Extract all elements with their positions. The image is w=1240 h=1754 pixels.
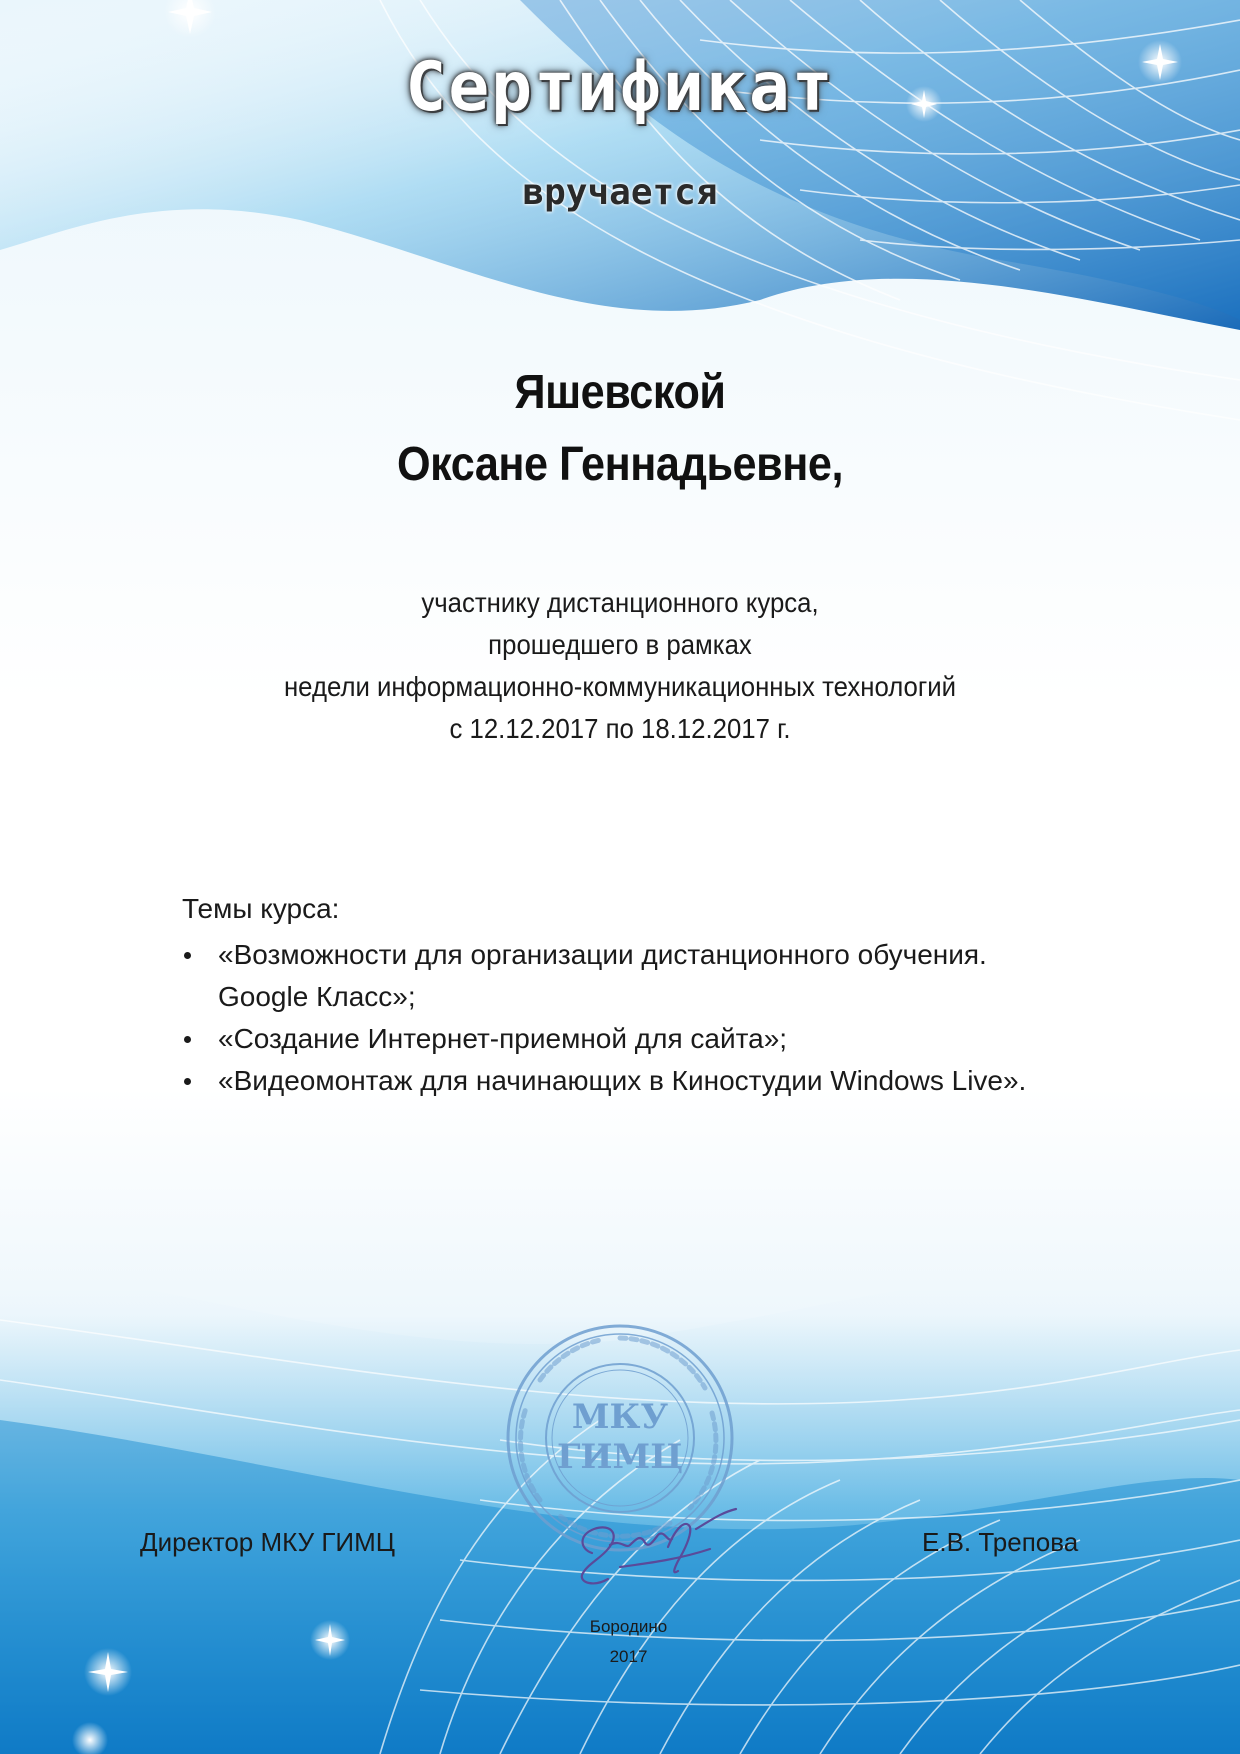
signatory-name: Е.В. Трепова xyxy=(922,1527,1079,1557)
course-topics xyxy=(182,888,1082,1102)
description-line: прошедшего в рамках xyxy=(488,629,752,660)
recipient-given-names: Оксане Геннадьевне, xyxy=(396,438,844,491)
description-line: с 12.12.2017 по 18.12.2017 г. xyxy=(449,713,791,744)
stamp-text-line: ГИМЦ xyxy=(556,1437,684,1477)
list-item xyxy=(182,934,1082,1018)
certificate-title: Сертификат xyxy=(405,48,835,127)
topics-heading: Темы курса: xyxy=(182,893,340,924)
course-description xyxy=(0,582,1240,750)
stamp-text-line: МКУ xyxy=(571,1397,669,1437)
list-item xyxy=(182,1018,1082,1060)
description-line: недели информационно-коммуникационных технологий xyxy=(283,671,957,702)
signatory-title: Директор МКУ ГИМЦ xyxy=(140,1527,395,1557)
topic-line: «Видеомонтаж для начинающих в Киностудии Windows Live». xyxy=(218,1065,1027,1096)
issue-city: Бородино xyxy=(589,1617,668,1636)
issue-year: 2017 xyxy=(609,1647,648,1666)
description-line: участнику дистанционного курса, xyxy=(421,587,819,618)
certificate-subtitle: вручается xyxy=(522,172,718,213)
signature xyxy=(560,1505,740,1595)
topic-list xyxy=(182,934,1082,1102)
list-item xyxy=(182,1060,1082,1102)
topic-line: «Возможности для организации дистанционного обучения. xyxy=(218,939,987,970)
topic-line: Google Класс»; xyxy=(218,981,416,1012)
recipient-surname: Яшевской xyxy=(514,366,726,419)
topic-line: «Создание Интернет-приемной для сайта»; xyxy=(218,1023,788,1054)
